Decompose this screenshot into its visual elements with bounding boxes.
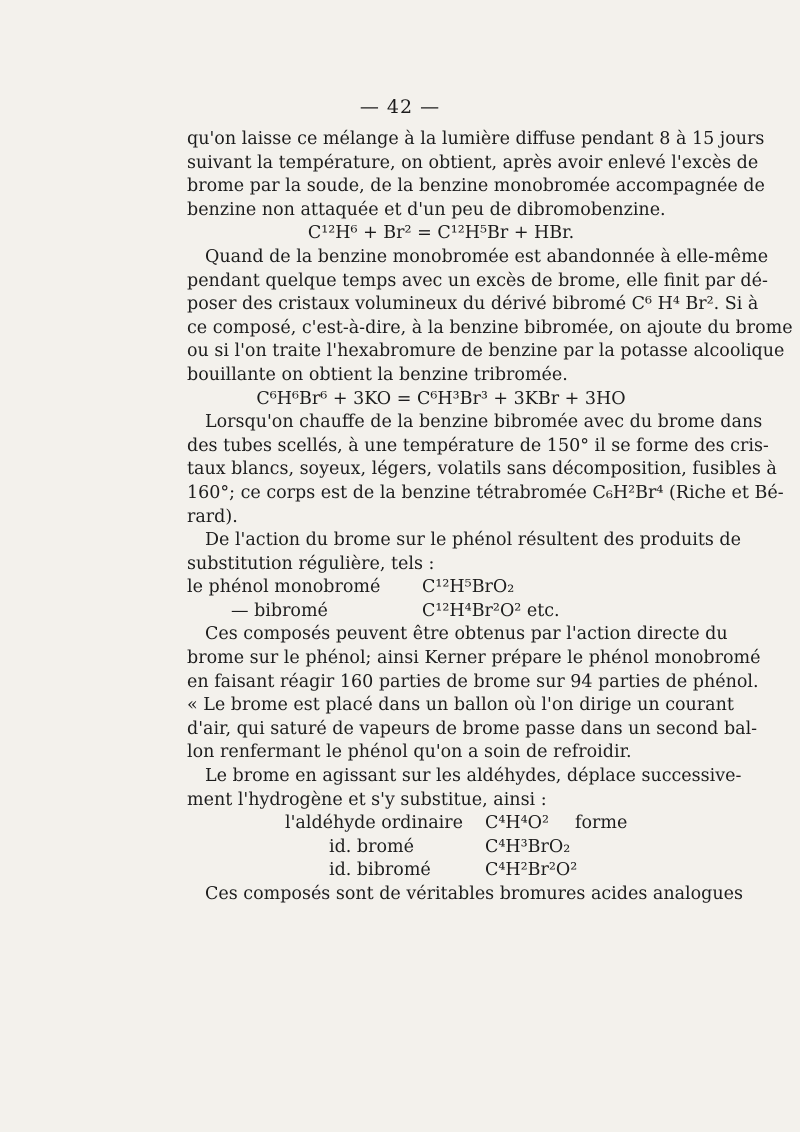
text-line: poser des cristaux volumineux du dérivé bibromé C⁶ H⁴ Br². Si à	[187, 294, 759, 315]
phenol-formula: C¹²H⁴Br²O² etc.	[422, 600, 560, 621]
aldehyde-name: l'aldéhyde ordinaire	[285, 813, 463, 834]
text-line: « Le brome est placé dans un ballon où l'on dirige un courant	[187, 695, 734, 716]
aldehyde-name: id. bibromé	[329, 860, 431, 881]
aldehyde-row	[187, 836, 695, 860]
text-line: taux blancs, soyeux, légers, volatils sans décomposition, fusibles à	[187, 459, 777, 480]
text-line: suivant la température, on obtient, après avoir enlevé l'excès de	[187, 152, 759, 173]
text-line: Ces composés sont de véritables bromures acides analogues	[205, 884, 743, 904]
text-line: ce composé, c'est-à-dire, à la benzine bibromée, on ajoute du brome	[187, 317, 793, 338]
text-line: qu'on laisse ce mélange à la lumière diffuse pendant 8 à 15 jours	[187, 129, 765, 149]
aldehyde-formula: C⁴H⁴O²	[485, 813, 550, 834]
aldehyde-formula: C⁴H³BrO₂	[485, 836, 571, 857]
phenol-row	[187, 600, 695, 624]
equation: C⁶H⁶Br⁶ + 3KO = C⁶H³Br³ + 3KBr + 3HO	[256, 388, 626, 409]
phenol-formula: C¹²H⁵BrO₂	[422, 577, 515, 598]
text-line: Ces composés peuvent être obtenus par l'action directe du	[205, 624, 728, 645]
aldehyde-row	[187, 812, 695, 836]
phenol-name: le phénol monobromé	[187, 577, 381, 598]
equation: C¹²H⁶ + Br² = C¹²H⁵Br + HBr.	[307, 223, 575, 244]
text-line: De l'action du brome sur le phénol résultent des produits de	[205, 530, 741, 551]
text-line: ment l'hydrogène et s'y substitue, ainsi :	[187, 789, 547, 810]
aldehyde-note: forme	[575, 813, 628, 834]
aldehyde-name: id. bromé	[329, 836, 414, 857]
aldehyde-row	[187, 859, 695, 883]
text-line: brome par la soude, de la benzine monobromée accompagnée de	[187, 176, 765, 197]
text-line: Quand de la benzine monobromée est abandonnée à elle-même	[205, 246, 769, 267]
text-line: bouillante on obtient la benzine tribromée.	[187, 364, 568, 385]
page-number: — 42 —	[359, 96, 441, 118]
text-line: ou si l'on traite l'hexabromure de benzine par la potasse alcoolique	[187, 341, 785, 362]
text-line: lon renfermant le phénol qu'on a soin de refroidir.	[187, 742, 632, 763]
aldehyde-formula: C⁴H²Br²O²	[485, 860, 578, 881]
text-line: pendant quelque temps avec un excès de brome, elle finit par dé-	[187, 270, 768, 291]
body-text	[187, 128, 793, 907]
text-line: en faisant réagir 160 parties de brome sur 94 parties de phénol.	[187, 671, 759, 692]
text-line: d'air, qui saturé de vapeurs de brome passe dans un second bal-	[187, 718, 758, 739]
text-line: des tubes scellés, à une température de 150° il se forme des cris-	[187, 435, 769, 456]
phenol-name: — bibromé	[231, 600, 328, 621]
text-line: benzine non attaquée et d'un peu de dibromobenzine.	[187, 199, 666, 220]
text-line: 160°; ce corps est de la benzine tétrabromée C₆H²Br⁴ (Riche et Bé-	[187, 482, 784, 503]
text-line: rard).	[187, 506, 238, 527]
text-line: brome sur le phénol; ainsi Kerner prépare le phénol monobromé	[187, 648, 761, 669]
text-line: Le brome en agissant sur les aldéhydes, déplace successive-	[205, 766, 742, 787]
text-line: substitution régulière, tels :	[187, 553, 435, 574]
phenol-row	[187, 576, 695, 600]
text-line: Lorsqu'on chauffe de la benzine bibromée avec du brome dans	[205, 412, 763, 433]
